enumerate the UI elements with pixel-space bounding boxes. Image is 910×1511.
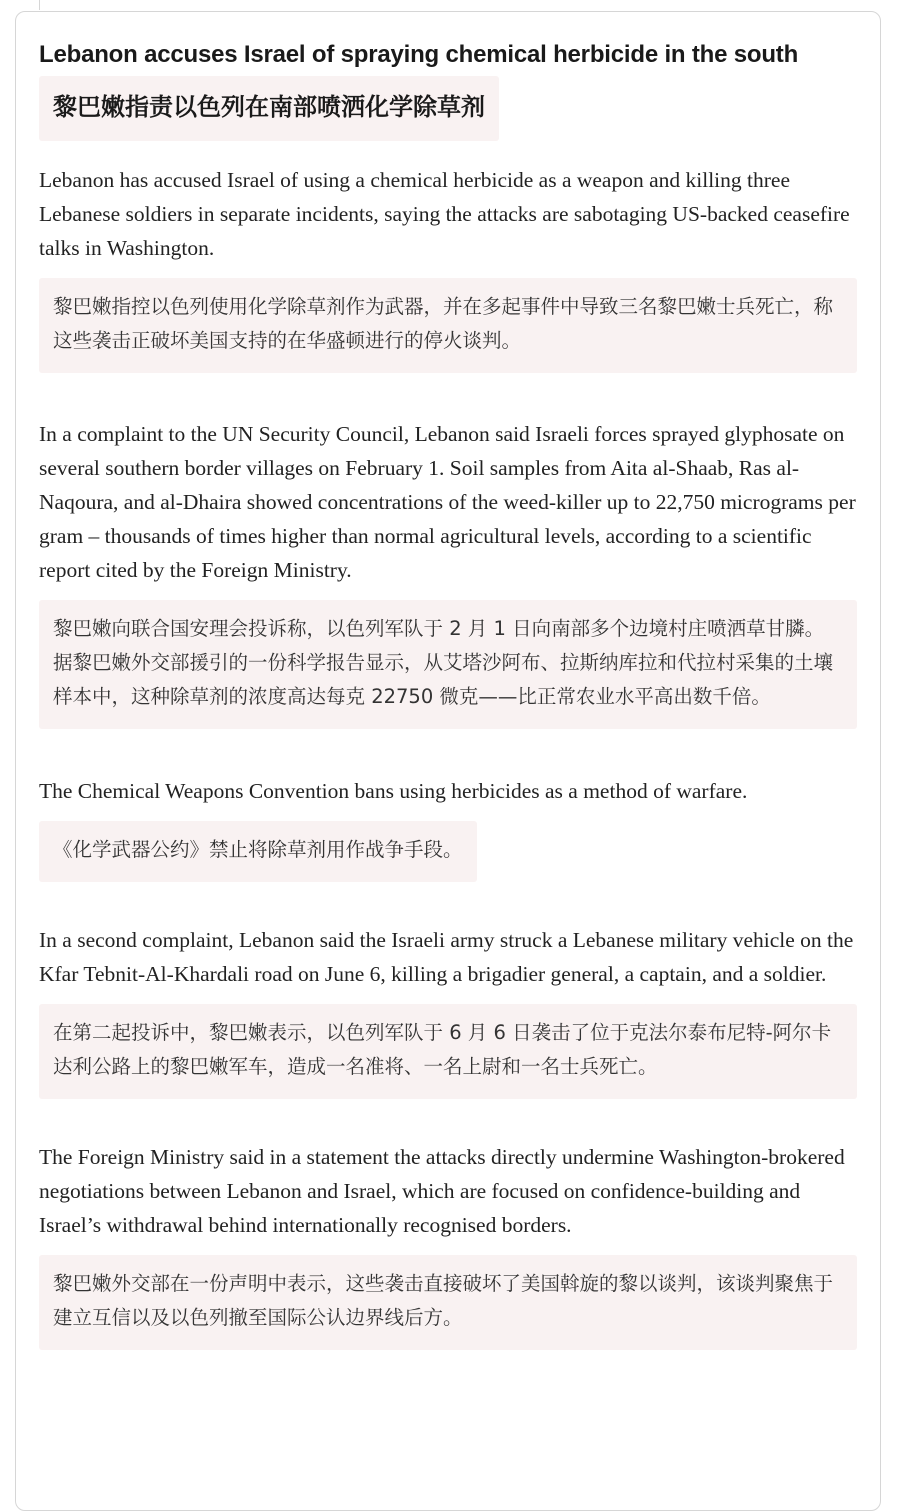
paragraph-en: In a complaint to the UN Security Council, Lebanon said Israeli forces sprayed glyphosate on several southern border villages on February 1. Soil samples from Aita al-Shaab, Ras al-Naqoura, and al-Dhaira showed concentrations of the weed-killer up to 22,750 micrograms per gram – thousands of times higher than normal agricultural levels, according to a scientific report cited by the Foreign Ministry. <box>39 422 856 582</box>
paragraph-block <box>39 1140 857 1350</box>
article-title-zh: 黎巴嫩指责以色列在南部喷洒化学除草剂 <box>39 76 499 141</box>
paragraph-zh: 在第二起投诉中，黎巴嫩表示，以色列军队于 6 月 6 日袭击了位于克法尔泰布尼特-阿尔卡达利公路上的黎巴嫩军车，造成一名准将、一名上尉和一名士兵死亡。 <box>39 1004 857 1099</box>
paragraph-zh: 黎巴嫩外交部在一份声明中表示，这些袭击直接破坏了美国斡旋的黎以谈判，该谈判聚焦于建立互信以及以色列撤至国际公认边界线后方。 <box>39 1255 857 1350</box>
paragraph-en: The Chemical Weapons Convention bans using herbicides as a method of warfare. <box>39 779 748 803</box>
paragraph-block <box>39 923 857 1099</box>
paragraph-zh: 黎巴嫩向联合国安理会投诉称，以色列军队于 2 月 1 日向南部多个边境村庄喷洒草甘膦。据黎巴嫩外交部援引的一份科学报告显示，从艾塔沙阿布、拉斯纳库拉和代拉村采集的土壤样本中，这种除草剂的浓度高达每克 22750 微克——比正常农业水平高出数千倍。 <box>39 600 857 729</box>
article-title-en: Lebanon accuses Israel of spraying chemical herbicide in the south <box>39 41 799 68</box>
paragraph-zh: 黎巴嫩指控以色列使用化学除草剂作为武器，并在多起事件中导致三名黎巴嫩士兵死亡，称这些袭击正破坏美国支持的在华盛顿进行的停火谈判。 <box>39 278 857 373</box>
paragraph-block <box>39 163 857 373</box>
divider-line <box>39 0 40 10</box>
paragraph-zh: 《化学武器公约》禁止将除草剂用作战争手段。 <box>39 821 477 882</box>
article-card <box>15 11 881 1511</box>
paragraph-en: The Foreign Ministry said in a statement the attacks directly undermine Washington-brokered negotiations between Lebanon and Israel, which are focused on confidence-building and Israel’s withdrawal behind internationally recognised borders. <box>39 1145 845 1237</box>
paragraph-en: Lebanon has accused Israel of using a chemical herbicide as a weapon and killing three Lebanese soldiers in separate incidents, saying the attacks are sabotaging US-backed ceasefire talks in Washington. <box>39 168 850 260</box>
paragraph-block <box>39 417 857 729</box>
paragraph-en: In a second complaint, Lebanon said the Israeli army struck a Lebanese military vehicle on the Kfar Tebnit-Al-Khardali road on June 6, killing a brigadier general, a captain, and a soldier. <box>39 928 854 986</box>
paragraph-block <box>39 774 857 882</box>
